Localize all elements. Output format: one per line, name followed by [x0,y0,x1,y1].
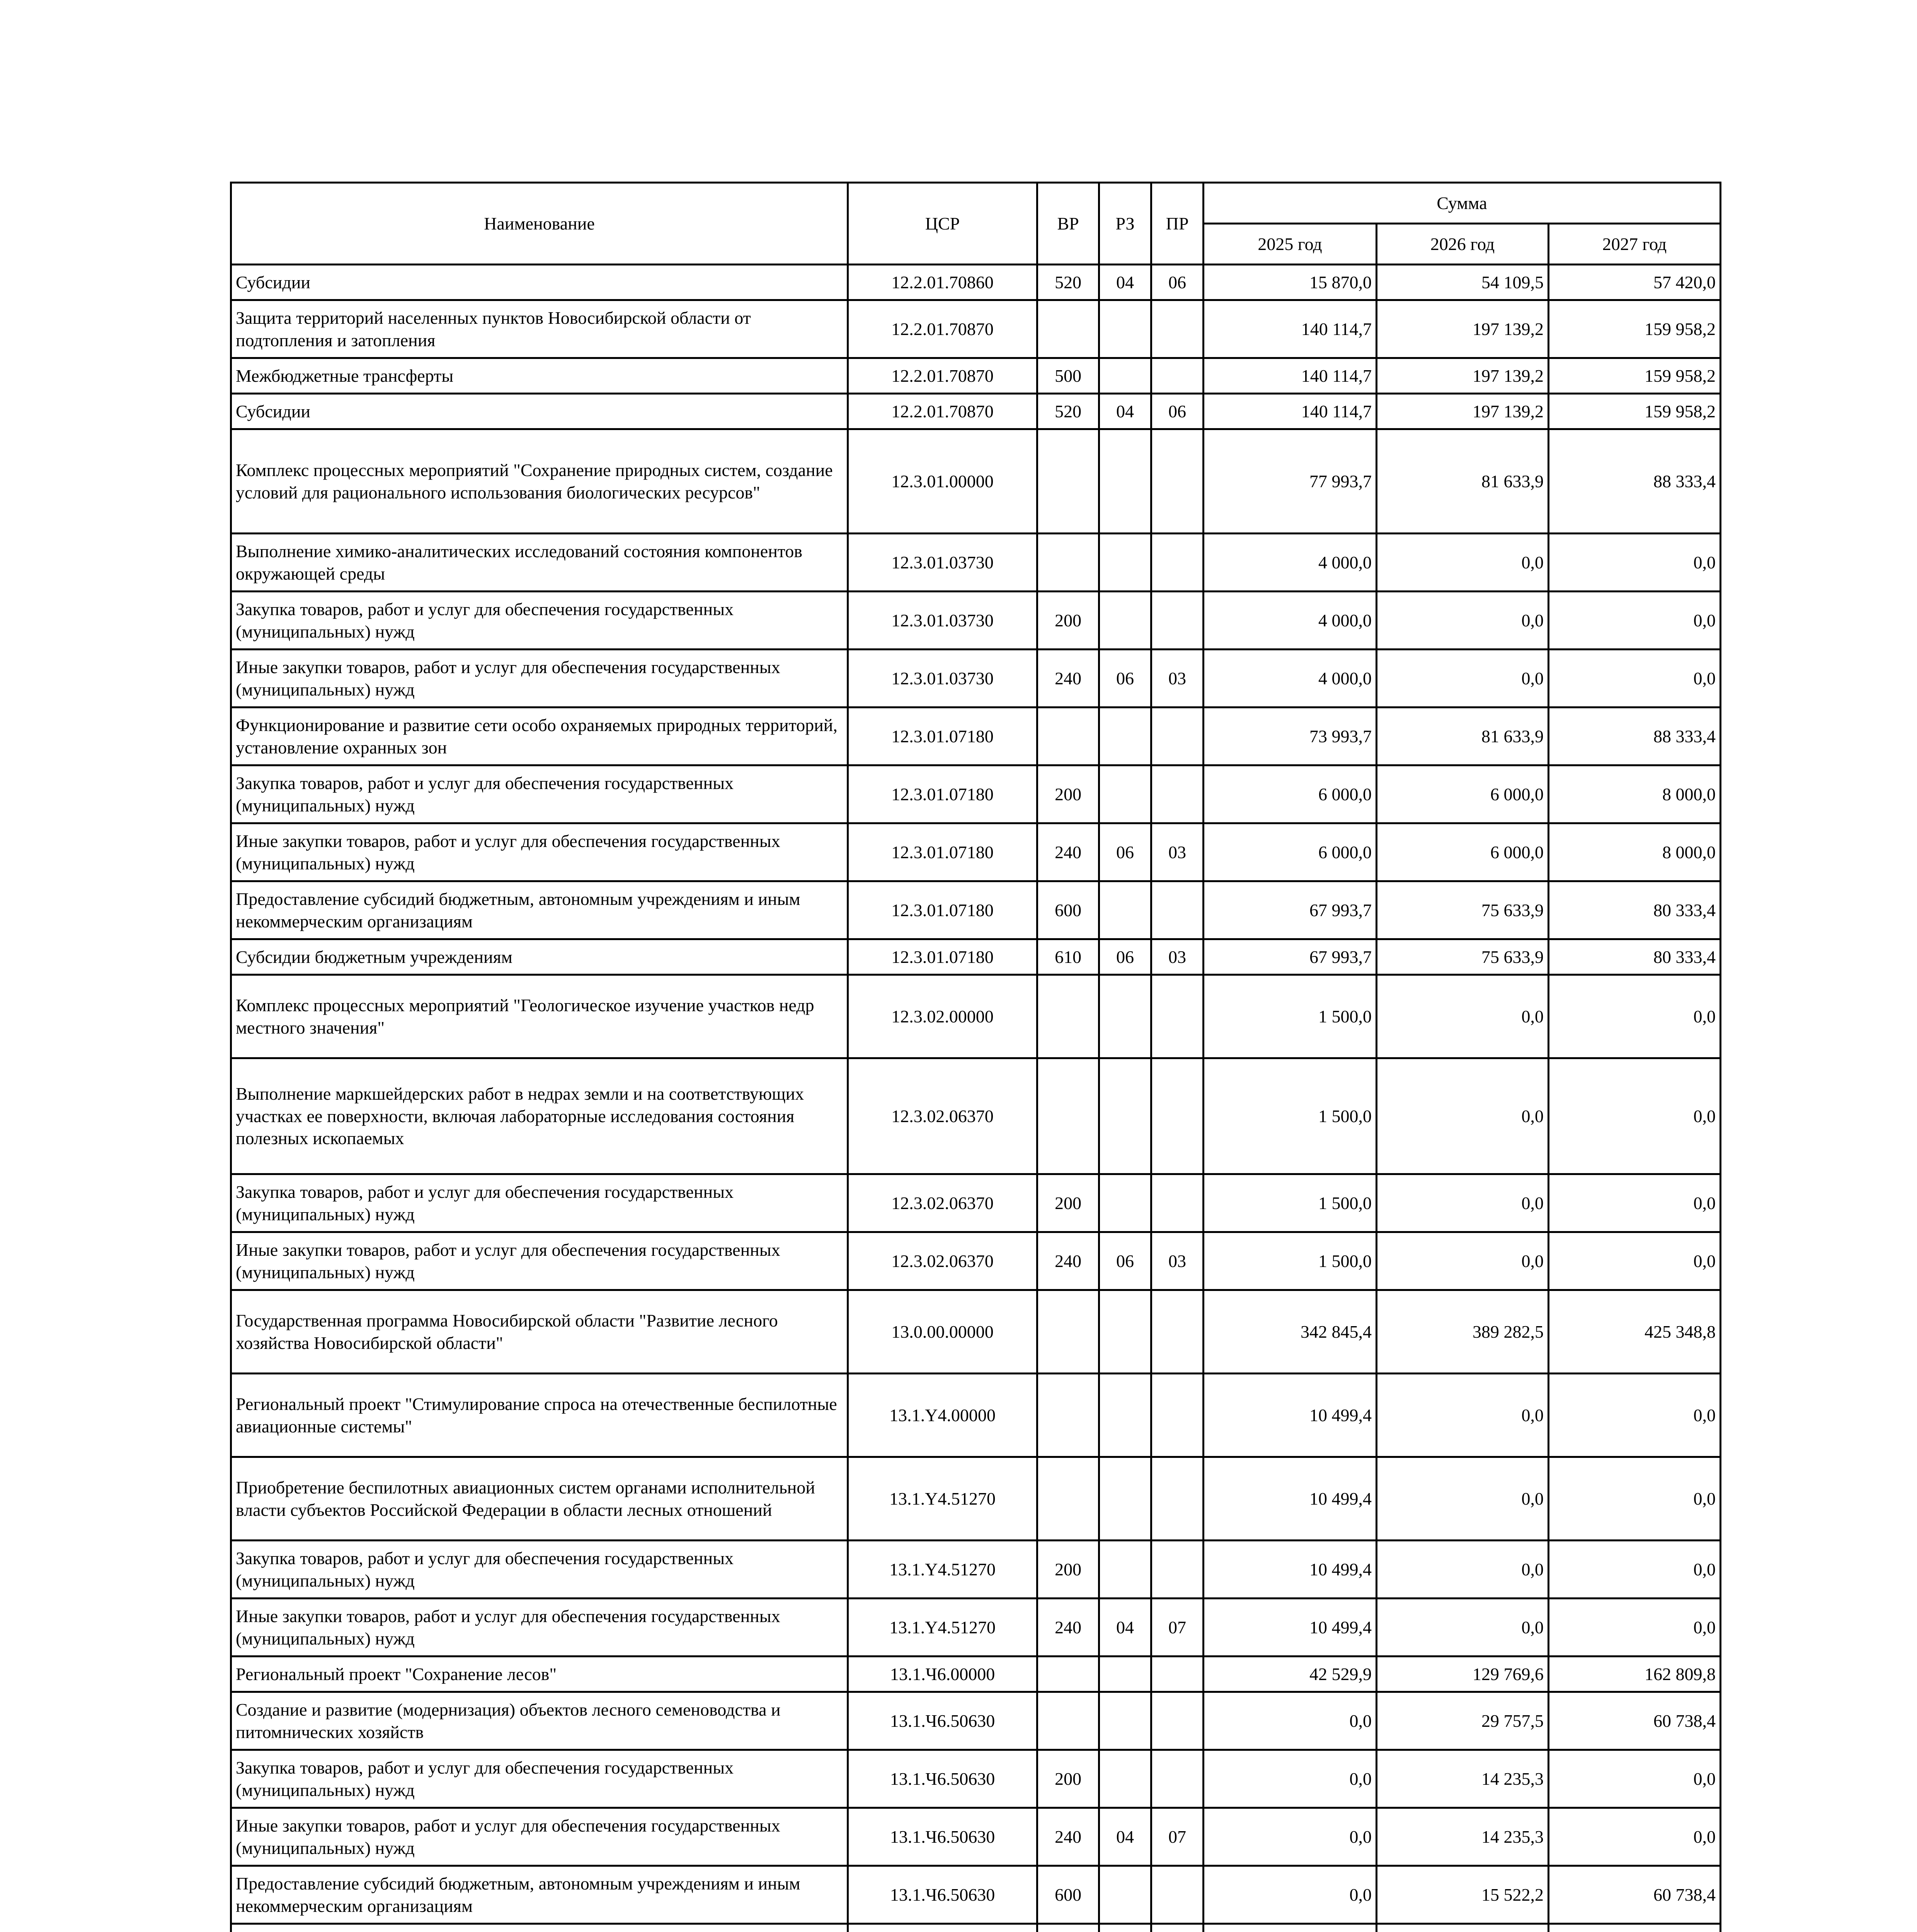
row-vr-cell: 240 [1037,1599,1099,1656]
row-csr-cell: 12.3.01.07180 [848,707,1037,765]
row-pr-cell [1151,1374,1204,1457]
row-pr-cell [1151,1692,1204,1750]
row-sum-2026-cell: 0,0 [1377,1232,1549,1290]
row-sum-2027-cell: 162 809,8 [1549,1656,1721,1692]
row-name-cell: Закупка товаров, работ и услуг для обеспечения государственных (муниципальных) нужд [231,1541,848,1599]
row-pr-cell [1151,765,1204,823]
row-csr-cell: 13.1.Ч6.50630 [848,1808,1037,1866]
row-sum-2027-cell: 0,0 [1549,1750,1721,1808]
row-rz-cell [1099,1457,1151,1541]
row-name-cell: Создание и развитие (модернизация) объектов лесного семеноводства и питомнических хозяйств [231,1692,848,1750]
row-sum-2027-cell: 88 333,4 [1549,429,1721,534]
row-sum-2026-cell: 0,0 [1377,1374,1549,1457]
row-sum-2025-cell: 67 993,7 [1204,939,1377,975]
row-rz-cell [1099,592,1151,650]
row-sum-2026-cell: 54 109,5 [1377,265,1549,300]
row-vr-cell: 200 [1037,1174,1099,1232]
row-vr-cell [1037,707,1099,765]
row-csr-cell: 12.3.02.06370 [848,1058,1037,1174]
row-pr-cell [1151,1058,1204,1174]
table-row [231,881,1721,939]
row-pr-cell [1151,1541,1204,1599]
row-sum-2025-cell: 67 993,7 [1204,881,1377,939]
row-sum-2026-cell: 197 139,2 [1377,300,1549,358]
row-sum-2025-cell: 0,0 [1204,1692,1377,1750]
row-pr-cell [1151,429,1204,534]
row-name-cell: Закупка товаров, работ и услуг для обеспечения государственных (муниципальных) нужд [231,1174,848,1232]
budget-table [230,182,1721,1932]
row-rz-cell: 04 [1099,1808,1151,1866]
row-vr-cell: 240 [1037,823,1099,881]
row-rz-cell [1099,1541,1151,1599]
table-row [231,650,1721,707]
table-row [231,1808,1721,1866]
table-row [231,707,1721,765]
row-csr-cell: 12.3.02.00000 [848,975,1037,1058]
row-sum-2026-cell: 81 633,9 [1377,707,1549,765]
row-sum-2026-cell: 6 000,0 [1377,823,1549,881]
row-sum-2027-cell: 0,0 [1549,1541,1721,1599]
row-vr-cell: 240 [1037,1808,1099,1866]
row-sum-2027-cell: 80 333,4 [1549,881,1721,939]
row-pr-cell [1151,1924,1204,1932]
table-row [231,765,1721,823]
row-rz-cell [1099,881,1151,939]
row-csr-cell: 13.1.Ч6.50630 [848,1692,1037,1750]
row-csr-cell: 12.3.01.07180 [848,823,1037,881]
row-sum-2026-cell: 0,0 [1377,650,1549,707]
row-csr-cell: 13.1.Y4.51270 [848,1599,1037,1656]
row-pr-cell [1151,1866,1204,1924]
row-sum-2026-cell: 0,0 [1377,1457,1549,1541]
table-row [231,358,1721,394]
row-pr-cell [1151,707,1204,765]
row-sum-2025-cell: 140 114,7 [1204,394,1377,429]
row-name-cell: Государственная программа Новосибирской области "Развитие лесного хозяйства Новосибирской области" [231,1290,848,1374]
row-csr-cell: 12.3.01.03730 [848,534,1037,592]
row-sum-2027-cell: 57 420,0 [1549,265,1721,300]
row-pr-cell [1151,592,1204,650]
row-name-cell: Субсидии [231,394,848,429]
row-rz-cell [1099,1290,1151,1374]
table-row [231,265,1721,300]
header-name: Наименование [231,183,848,265]
row-name-cell: Иные закупки товаров, работ и услуг для обеспечения государственных (муниципальных) нужд [231,1599,848,1656]
row-sum-2025-cell: 6 000,0 [1204,823,1377,881]
row-pr-cell [1151,534,1204,592]
row-name-cell: Субсидии [231,265,848,300]
table-row [231,1058,1721,1174]
row-rz-cell [1099,358,1151,394]
row-csr-cell: 13.1.Y4.51270 [848,1457,1037,1541]
row-sum-2025-cell: 10 499,4 [1204,1374,1377,1457]
row-sum-2026-cell: 0,0 [1377,534,1549,592]
row-sum-2025-cell: 140 114,7 [1204,300,1377,358]
row-rz-cell [1099,1750,1151,1808]
row-sum-2026-cell: 389 282,5 [1377,1290,1549,1374]
row-sum-2025-cell: 1 500,0 [1204,1058,1377,1174]
row-pr-cell: 07 [1151,1808,1204,1866]
row-sum-2027-cell: 88 333,4 [1549,707,1721,765]
table-row [231,1656,1721,1692]
row-name-cell: Региональный проект "Сохранение лесов" [231,1656,848,1692]
header-rz: РЗ [1099,183,1151,265]
row-pr-cell [1151,881,1204,939]
row-sum-2026-cell: 81 633,9 [1377,429,1549,534]
row-sum-2027-cell: 0,0 [1549,1457,1721,1541]
row-sum-2026-cell [1377,1924,1549,1932]
row-csr-cell: 12.2.01.70870 [848,358,1037,394]
row-name-cell: Закупка товаров, работ и услуг для обеспечения государственных (муниципальных) нужд [231,592,848,650]
row-rz-cell [1099,1656,1151,1692]
row-sum-2025-cell: 15 870,0 [1204,265,1377,300]
row-rz-cell: 06 [1099,650,1151,707]
row-sum-2027-cell: 0,0 [1549,1808,1721,1866]
row-rz-cell [1099,1374,1151,1457]
row-vr-cell [1037,534,1099,592]
row-pr-cell [1151,1457,1204,1541]
row-csr-cell: 12.3.01.03730 [848,592,1037,650]
table-row [231,1750,1721,1808]
row-vr-cell: 200 [1037,1750,1099,1808]
row-vr-cell: 200 [1037,1541,1099,1599]
row-csr-cell: 12.3.01.03730 [848,650,1037,707]
row-sum-2025-cell [1204,1924,1377,1932]
row-sum-2027-cell [1549,1924,1721,1932]
row-sum-2025-cell: 0,0 [1204,1750,1377,1808]
row-rz-cell [1099,975,1151,1058]
row-sum-2025-cell: 1 500,0 [1204,975,1377,1058]
header-csr: ЦСР [848,183,1037,265]
header-pr: ПР [1151,183,1204,265]
table-body [231,265,1721,1932]
header-year-2026: 2026 год [1377,224,1549,265]
row-sum-2025-cell: 4 000,0 [1204,534,1377,592]
row-sum-2027-cell: 60 738,4 [1549,1692,1721,1750]
row-vr-cell [1037,1290,1099,1374]
row-csr-cell: 12.2.01.70870 [848,394,1037,429]
row-sum-2025-cell: 10 499,4 [1204,1457,1377,1541]
row-sum-2025-cell: 4 000,0 [1204,592,1377,650]
row-rz-cell: 04 [1099,265,1151,300]
row-sum-2026-cell: 6 000,0 [1377,765,1549,823]
row-sum-2026-cell: 0,0 [1377,1058,1549,1174]
row-name-cell: Закупка товаров, работ и услуг для обеспечения государственных (муниципальных) нужд [231,765,848,823]
row-sum-2025-cell: 1 500,0 [1204,1174,1377,1232]
row-sum-2027-cell: 0,0 [1549,650,1721,707]
row-sum-2026-cell: 14 235,3 [1377,1750,1549,1808]
row-sum-2025-cell: 73 993,7 [1204,707,1377,765]
row-vr-cell [1037,1656,1099,1692]
row-sum-2025-cell: 10 499,4 [1204,1541,1377,1599]
header-year-2027: 2027 год [1549,224,1721,265]
row-rz-cell: 04 [1099,1599,1151,1656]
row-csr-cell: 12.2.01.70860 [848,265,1037,300]
row-sum-2026-cell: 14 235,3 [1377,1808,1549,1866]
row-pr-cell [1151,358,1204,394]
row-vr-cell: 240 [1037,1232,1099,1290]
row-sum-2025-cell: 10 499,4 [1204,1599,1377,1656]
row-vr-cell [1037,1457,1099,1541]
table-row [231,1232,1721,1290]
row-csr-cell: 13.1.Ч6.50630 [848,1750,1037,1808]
row-csr-cell: 12.2.01.70870 [848,300,1037,358]
table-row [231,975,1721,1058]
row-rz-cell [1099,534,1151,592]
row-vr-cell: 600 [1037,881,1099,939]
row-sum-2026-cell: 197 139,2 [1377,358,1549,394]
row-sum-2027-cell: 60 738,4 [1549,1866,1721,1924]
row-csr-cell: 12.3.02.06370 [848,1174,1037,1232]
row-name-cell: Региональный проект "Стимулирование спроса на отечественные беспилотные авиационные системы" [231,1374,848,1457]
row-vr-cell: 600 [1037,1866,1099,1924]
row-rz-cell [1099,1924,1151,1932]
row-rz-cell: 06 [1099,823,1151,881]
row-name-cell: Комплекс процессных мероприятий "Сохранение природных систем, создание условий для рационального использования биологических ресурсов" [231,429,848,534]
row-sum-2027-cell: 159 958,2 [1549,394,1721,429]
row-vr-cell [1037,1374,1099,1457]
row-sum-2027-cell: 159 958,2 [1549,358,1721,394]
row-sum-2025-cell: 0,0 [1204,1808,1377,1866]
row-name-cell: Предоставление субсидий бюджетным, автономным учреждениям и иным некоммерческим организациям [231,1866,848,1924]
row-pr-cell: 03 [1151,823,1204,881]
table-row [231,592,1721,650]
row-vr-cell: 200 [1037,592,1099,650]
row-sum-2026-cell: 29 757,5 [1377,1692,1549,1750]
row-sum-2025-cell: 42 529,9 [1204,1656,1377,1692]
row-sum-2027-cell: 425 348,8 [1549,1290,1721,1374]
table-row [231,429,1721,534]
row-csr-cell: 13.1.Y4.00000 [848,1374,1037,1457]
row-sum-2026-cell: 197 139,2 [1377,394,1549,429]
row-sum-2027-cell: 0,0 [1549,1058,1721,1174]
row-sum-2026-cell: 129 769,6 [1377,1656,1549,1692]
row-pr-cell [1151,1174,1204,1232]
header-year-2025: 2025 год [1204,224,1377,265]
row-vr-cell [1037,975,1099,1058]
row-pr-cell: 03 [1151,939,1204,975]
table-row [231,1924,1721,1932]
row-sum-2027-cell: 0,0 [1549,1599,1721,1656]
row-sum-2025-cell: 1 500,0 [1204,1232,1377,1290]
table-row [231,1174,1721,1232]
row-vr-cell: 520 [1037,265,1099,300]
row-rz-cell [1099,765,1151,823]
row-name-cell: Субсидии бюджетным учреждениям [231,939,848,975]
row-sum-2027-cell: 0,0 [1549,1374,1721,1457]
row-sum-2025-cell: 0,0 [1204,1866,1377,1924]
row-sum-2027-cell: 0,0 [1549,975,1721,1058]
row-sum-2027-cell: 8 000,0 [1549,765,1721,823]
row-rz-cell [1099,1174,1151,1232]
table-row [231,1599,1721,1656]
row-sum-2026-cell: 0,0 [1377,1599,1549,1656]
header-vr: ВР [1037,183,1099,265]
row-sum-2025-cell: 4 000,0 [1204,650,1377,707]
row-vr-cell [1037,429,1099,534]
row-pr-cell: 06 [1151,265,1204,300]
row-vr-cell [1037,1692,1099,1750]
row-name-cell: Иные закупки товаров, работ и услуг для обеспечения государственных (муниципальных) нужд [231,823,848,881]
row-sum-2025-cell: 6 000,0 [1204,765,1377,823]
row-name-cell: Иные закупки товаров, работ и услуг для обеспечения государственных (муниципальных) нужд [231,650,848,707]
row-rz-cell [1099,1866,1151,1924]
row-name-cell: Межбюджетные трансферты [231,358,848,394]
row-name-cell: Закупка товаров, работ и услуг для обеспечения государственных (муниципальных) нужд [231,1750,848,1808]
row-rz-cell [1099,707,1151,765]
table-row [231,1541,1721,1599]
row-vr-cell: 200 [1037,765,1099,823]
table-row [231,1290,1721,1374]
header-sum: Сумма [1204,183,1721,224]
row-pr-cell: 03 [1151,650,1204,707]
row-sum-2026-cell: 0,0 [1377,1541,1549,1599]
row-sum-2027-cell: 8 000,0 [1549,823,1721,881]
row-rz-cell: 04 [1099,394,1151,429]
row-csr-cell: 12.3.01.07180 [848,939,1037,975]
row-name-cell: Иные закупки товаров, работ и услуг для обеспечения государственных (муниципальных) нужд [231,1808,848,1866]
row-vr-cell: 520 [1037,394,1099,429]
table-row [231,394,1721,429]
row-sum-2026-cell: 0,0 [1377,1174,1549,1232]
row-vr-cell: 500 [1037,358,1099,394]
table-row [231,1866,1721,1924]
row-csr-cell: 13.1.Ч6.50630 [848,1866,1037,1924]
row-csr-cell: 13.0.00.00000 [848,1290,1037,1374]
row-name-cell: Выполнение маркшейдерских работ в недрах земли и на соответствующих участках ее поверхности, включая лабораторные исследования состояния полезных ископаемых [231,1058,848,1174]
row-rz-cell [1099,1058,1151,1174]
row-name-cell: Функционирование и развитие сети особо охраняемых природных территорий, установление охранных зон [231,707,848,765]
row-pr-cell [1151,300,1204,358]
row-csr-cell: 12.3.01.07180 [848,765,1037,823]
row-csr-cell: 12.3.02.06370 [848,1232,1037,1290]
row-vr-cell [1037,1058,1099,1174]
row-rz-cell [1099,1692,1151,1750]
row-name-cell: Иные закупки товаров, работ и услуг для обеспечения государственных (муниципальных) нужд [231,1232,848,1290]
row-sum-2026-cell: 75 633,9 [1377,881,1549,939]
row-sum-2026-cell: 0,0 [1377,975,1549,1058]
row-sum-2026-cell: 15 522,2 [1377,1866,1549,1924]
row-sum-2027-cell: 0,0 [1549,1174,1721,1232]
table-row [231,534,1721,592]
row-csr-cell: 12.3.01.00000 [848,429,1037,534]
table-row [231,1692,1721,1750]
row-csr-cell: 12.3.01.07180 [848,881,1037,939]
row-name-cell: Выполнение химико-аналитических исследований состояния компонентов окружающей среды [231,534,848,592]
row-sum-2027-cell: 0,0 [1549,1232,1721,1290]
row-sum-2027-cell: 159 958,2 [1549,300,1721,358]
row-rz-cell [1099,300,1151,358]
row-name-cell: Комплекс процессных мероприятий "Геологическое изучение участков недр местного значения" [231,975,848,1058]
row-name-cell [231,1924,848,1932]
row-pr-cell [1151,1656,1204,1692]
row-vr-cell [1037,300,1099,358]
row-pr-cell: 03 [1151,1232,1204,1290]
row-pr-cell [1151,975,1204,1058]
row-sum-2025-cell: 140 114,7 [1204,358,1377,394]
row-sum-2027-cell: 0,0 [1549,592,1721,650]
row-csr-cell: 13.1.Y4.51270 [848,1541,1037,1599]
row-rz-cell: 06 [1099,939,1151,975]
row-csr-cell: 13.1.Ч6.00000 [848,1656,1037,1692]
table-row [231,823,1721,881]
row-name-cell: Предоставление субсидий бюджетным, автономным учреждениям и иным некоммерческим организациям [231,881,848,939]
row-pr-cell [1151,1750,1204,1808]
table-row [231,939,1721,975]
row-pr-cell: 07 [1151,1599,1204,1656]
row-vr-cell [1037,1924,1099,1932]
table-row [231,1374,1721,1457]
row-name-cell: Приобретение беспилотных авиационных систем органами исполнительной власти субъектов Российской Федерации в области лесных отношений [231,1457,848,1541]
row-sum-2027-cell: 0,0 [1549,534,1721,592]
row-name-cell: Защита территорий населенных пунктов Новосибирской области от подтопления и затопления [231,300,848,358]
row-pr-cell [1151,1290,1204,1374]
row-rz-cell [1099,429,1151,534]
table-row [231,1457,1721,1541]
row-sum-2026-cell: 0,0 [1377,592,1549,650]
row-pr-cell: 06 [1151,394,1204,429]
row-sum-2027-cell: 80 333,4 [1549,939,1721,975]
row-csr-cell [848,1924,1037,1932]
row-sum-2025-cell: 77 993,7 [1204,429,1377,534]
row-sum-2025-cell: 342 845,4 [1204,1290,1377,1374]
row-vr-cell: 240 [1037,650,1099,707]
row-vr-cell: 610 [1037,939,1099,975]
row-rz-cell: 06 [1099,1232,1151,1290]
table-row [231,300,1721,358]
row-sum-2026-cell: 75 633,9 [1377,939,1549,975]
